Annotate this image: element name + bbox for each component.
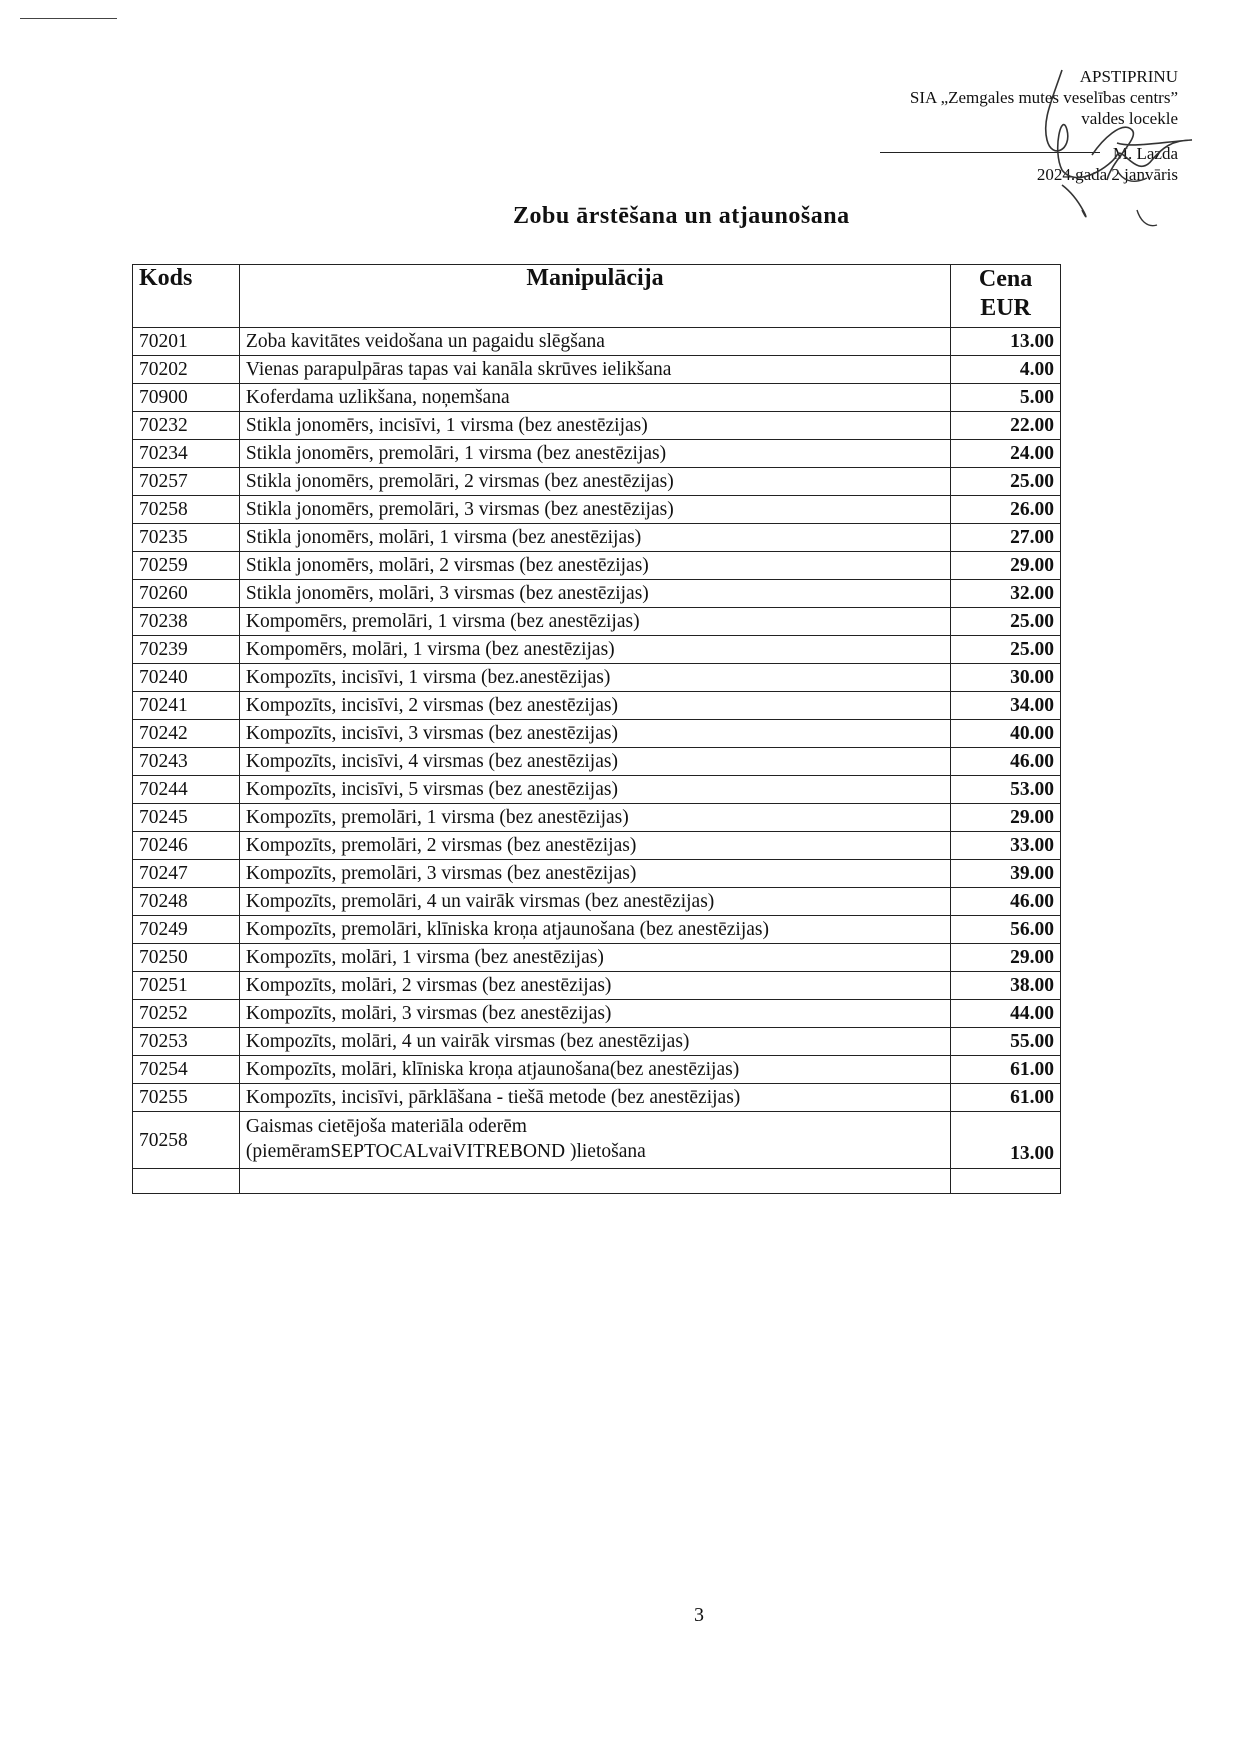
row-procedure: Stikla jonomērs, premolāri, 1 virsma (bez anestēzijas) [239,440,950,468]
row-code: 70248 [133,888,240,916]
row-code: 70240 [133,664,240,692]
row-procedure: Kompomērs, premolāri, 1 virsma (bez anestēzijas) [239,608,950,636]
row-code: 70249 [133,916,240,944]
row-procedure: Stikla jonomērs, premolāri, 3 virsmas (bez anestēzijas) [239,496,950,524]
table-row [133,776,1061,804]
row-procedure: Stikla jonomērs, incisīvi, 1 virsma (bez anestēzijas) [239,412,950,440]
table-row [133,552,1061,580]
row-price: 46.00 [951,748,1061,776]
table-row [133,916,1061,944]
row-code: 70242 [133,720,240,748]
row-code: 70246 [133,832,240,860]
row-price: 46.00 [951,888,1061,916]
row-code: 70247 [133,860,240,888]
price-table [132,264,1061,1194]
approval-heading: APSTIPRINU [1079,67,1178,86]
price-header-line2: EUR [980,295,1031,321]
row-code: 70252 [133,1000,240,1028]
row-price: 29.00 [951,552,1061,580]
row-procedure: Zoba kavitātes veidošana un pagaidu slēgšana [239,328,950,356]
row-code: 70244 [133,776,240,804]
row-procedure: Kompozīts, incisīvi, 2 virsmas (bez anestēzijas) [239,692,950,720]
row-code: 70253 [133,1028,240,1056]
column-header-price [951,265,1061,328]
row-code: 70241 [133,692,240,720]
table-row [133,412,1061,440]
price-header-line1: Cena [978,266,1033,292]
table-row [133,720,1061,748]
empty-cell [951,1169,1061,1194]
table-row [133,748,1061,776]
row-code: 70260 [133,580,240,608]
row-price: 61.00 [951,1084,1061,1112]
row-price: 40.00 [951,720,1061,748]
row-procedure [239,1112,950,1169]
row-code: 70255 [133,1084,240,1112]
row-procedure: Kompozīts, premolāri, 1 virsma (bez anestēzijas) [239,804,950,832]
table-row [133,1000,1061,1028]
row-code: 70259 [133,552,240,580]
handwritten-signature [1022,60,1222,230]
row-price: 39.00 [951,860,1061,888]
row-code: 70900 [133,384,240,412]
row-price: 13.00 [951,1112,1061,1169]
table-row [133,608,1061,636]
column-header-procedure: Manipulācija [239,265,950,328]
table-row [133,888,1061,916]
table-row [133,328,1061,356]
row-price: 32.00 [951,580,1061,608]
table-row [133,664,1061,692]
row-procedure: Stikla jonomērs, premolāri, 2 virsmas (bez anestēzijas) [239,468,950,496]
table-row [133,524,1061,552]
document-title: Zobu ārstēšana un atjaunošana [513,203,850,229]
table-row [133,1112,1061,1169]
row-code: 70234 [133,440,240,468]
row-code: 70238 [133,608,240,636]
table-row [133,832,1061,860]
column-header-code: Kods [133,265,240,328]
table-row [133,580,1061,608]
row-code: 70235 [133,524,240,552]
row-procedure-line2: (piemēramSEPTOCALvaiVITREBOND )lietošana [245,1141,646,1162]
row-procedure: Kompozīts, incisīvi, 4 virsmas (bez anestēzijas) [239,748,950,776]
table-row [133,692,1061,720]
row-price: 4.00 [951,356,1061,384]
row-code: 70245 [133,804,240,832]
row-procedure: Kompomērs, molāri, 1 virsma (bez anestēzijas) [239,636,950,664]
row-price: 13.00 [951,328,1061,356]
row-code: 70243 [133,748,240,776]
row-procedure: Kompozīts, premolāri, 3 virsmas (bez anestēzijas) [239,860,950,888]
row-price: 5.00 [951,384,1061,412]
table-row [133,384,1061,412]
row-procedure: Kompozīts, molāri, 3 virsmas (bez anestēzijas) [239,1000,950,1028]
approval-name: M. Lazda [1112,144,1178,163]
row-price: 25.00 [951,468,1061,496]
row-procedure: Kompozīts, premolāri, 4 un vairāk virsmas (bez anestēzijas) [239,888,950,916]
approval-company: SIA „Zemgales mutes veselības centrs” [909,88,1178,107]
table-row [133,972,1061,1000]
row-code: 70258 [133,496,240,524]
table-body [133,328,1061,1112]
row-price: 29.00 [951,804,1061,832]
row-procedure: Kompozīts, incisīvi, 3 virsmas (bez anestēzijas) [239,720,950,748]
row-procedure: Vienas parapulpāras tapas vai kanāla skrūves ielikšana [239,356,950,384]
row-price: 27.00 [951,524,1061,552]
row-price: 26.00 [951,496,1061,524]
empty-row [133,1169,1061,1194]
row-price: 24.00 [951,440,1061,468]
row-code: 70201 [133,328,240,356]
table-row [133,440,1061,468]
row-price: 25.00 [951,608,1061,636]
table-row [133,636,1061,664]
table-row [133,860,1061,888]
table-row [133,1084,1061,1112]
table-row [133,1056,1061,1084]
page-number: 3 [694,1604,704,1626]
row-procedure: Kompozīts, premolāri, klīniska kroņa atjaunošana (bez anestēzijas) [239,916,950,944]
row-price: 53.00 [951,776,1061,804]
row-procedure: Kompozīts, incisīvi, 1 virsma (bez.anestēzijas) [239,664,950,692]
table-row [133,944,1061,972]
row-price: 34.00 [951,692,1061,720]
row-procedure: Koferdama uzlikšana, noņemšana [239,384,950,412]
empty-cell [239,1169,950,1194]
table-row [133,804,1061,832]
row-procedure: Kompozīts, molāri, 2 virsmas (bez anestēzijas) [239,972,950,1000]
row-procedure: Stikla jonomērs, molāri, 3 virsmas (bez anestēzijas) [239,580,950,608]
row-procedure: Stikla jonomērs, molāri, 1 virsma (bez anestēzijas) [239,524,950,552]
row-procedure: Kompozīts, incisīvi, pārklāšana - tiešā metode (bez anestēzijas) [239,1084,950,1112]
row-procedure: Kompozīts, incisīvi, 5 virsmas (bez anestēzijas) [239,776,950,804]
table-row [133,356,1061,384]
row-price: 38.00 [951,972,1061,1000]
table-header-row [133,265,1061,328]
row-code: 70232 [133,412,240,440]
row-procedure: Kompozīts, premolāri, 2 virsmas (bez anestēzijas) [239,832,950,860]
table-row [133,468,1061,496]
row-price: 30.00 [951,664,1061,692]
approval-position: valdes locekle [1081,109,1178,128]
row-code: 70257 [133,468,240,496]
row-price: 56.00 [951,916,1061,944]
row-code: 70250 [133,944,240,972]
table-row [133,1028,1061,1056]
row-price: 61.00 [951,1056,1061,1084]
row-code: 70258 [133,1112,240,1169]
approval-date: 2024.gada 2 janvāris [1036,165,1178,184]
row-procedure: Kompozīts, molāri, klīniska kroņa atjaunošana(bez anestēzijas) [239,1056,950,1084]
row-code: 70251 [133,972,240,1000]
row-code: 70254 [133,1056,240,1084]
row-procedure: Kompozīts, molāri, 1 virsma (bez anestēzijas) [239,944,950,972]
row-price: 22.00 [951,412,1061,440]
row-price: 33.00 [951,832,1061,860]
row-procedure: Kompozīts, molāri, 4 un vairāk virsmas (bez anestēzijas) [239,1028,950,1056]
row-procedure: Stikla jonomērs, molāri, 2 virsmas (bez anestēzijas) [239,552,950,580]
row-code: 70202 [133,356,240,384]
row-procedure-line1: Gaismas cietējoša materiāla oderēm [245,1116,527,1137]
row-price: 25.00 [951,636,1061,664]
row-code: 70239 [133,636,240,664]
row-price: 55.00 [951,1028,1061,1056]
top-rule [20,18,117,19]
row-price: 29.00 [951,944,1061,972]
table-row [133,496,1061,524]
row-price: 44.00 [951,1000,1061,1028]
empty-cell [133,1169,240,1194]
